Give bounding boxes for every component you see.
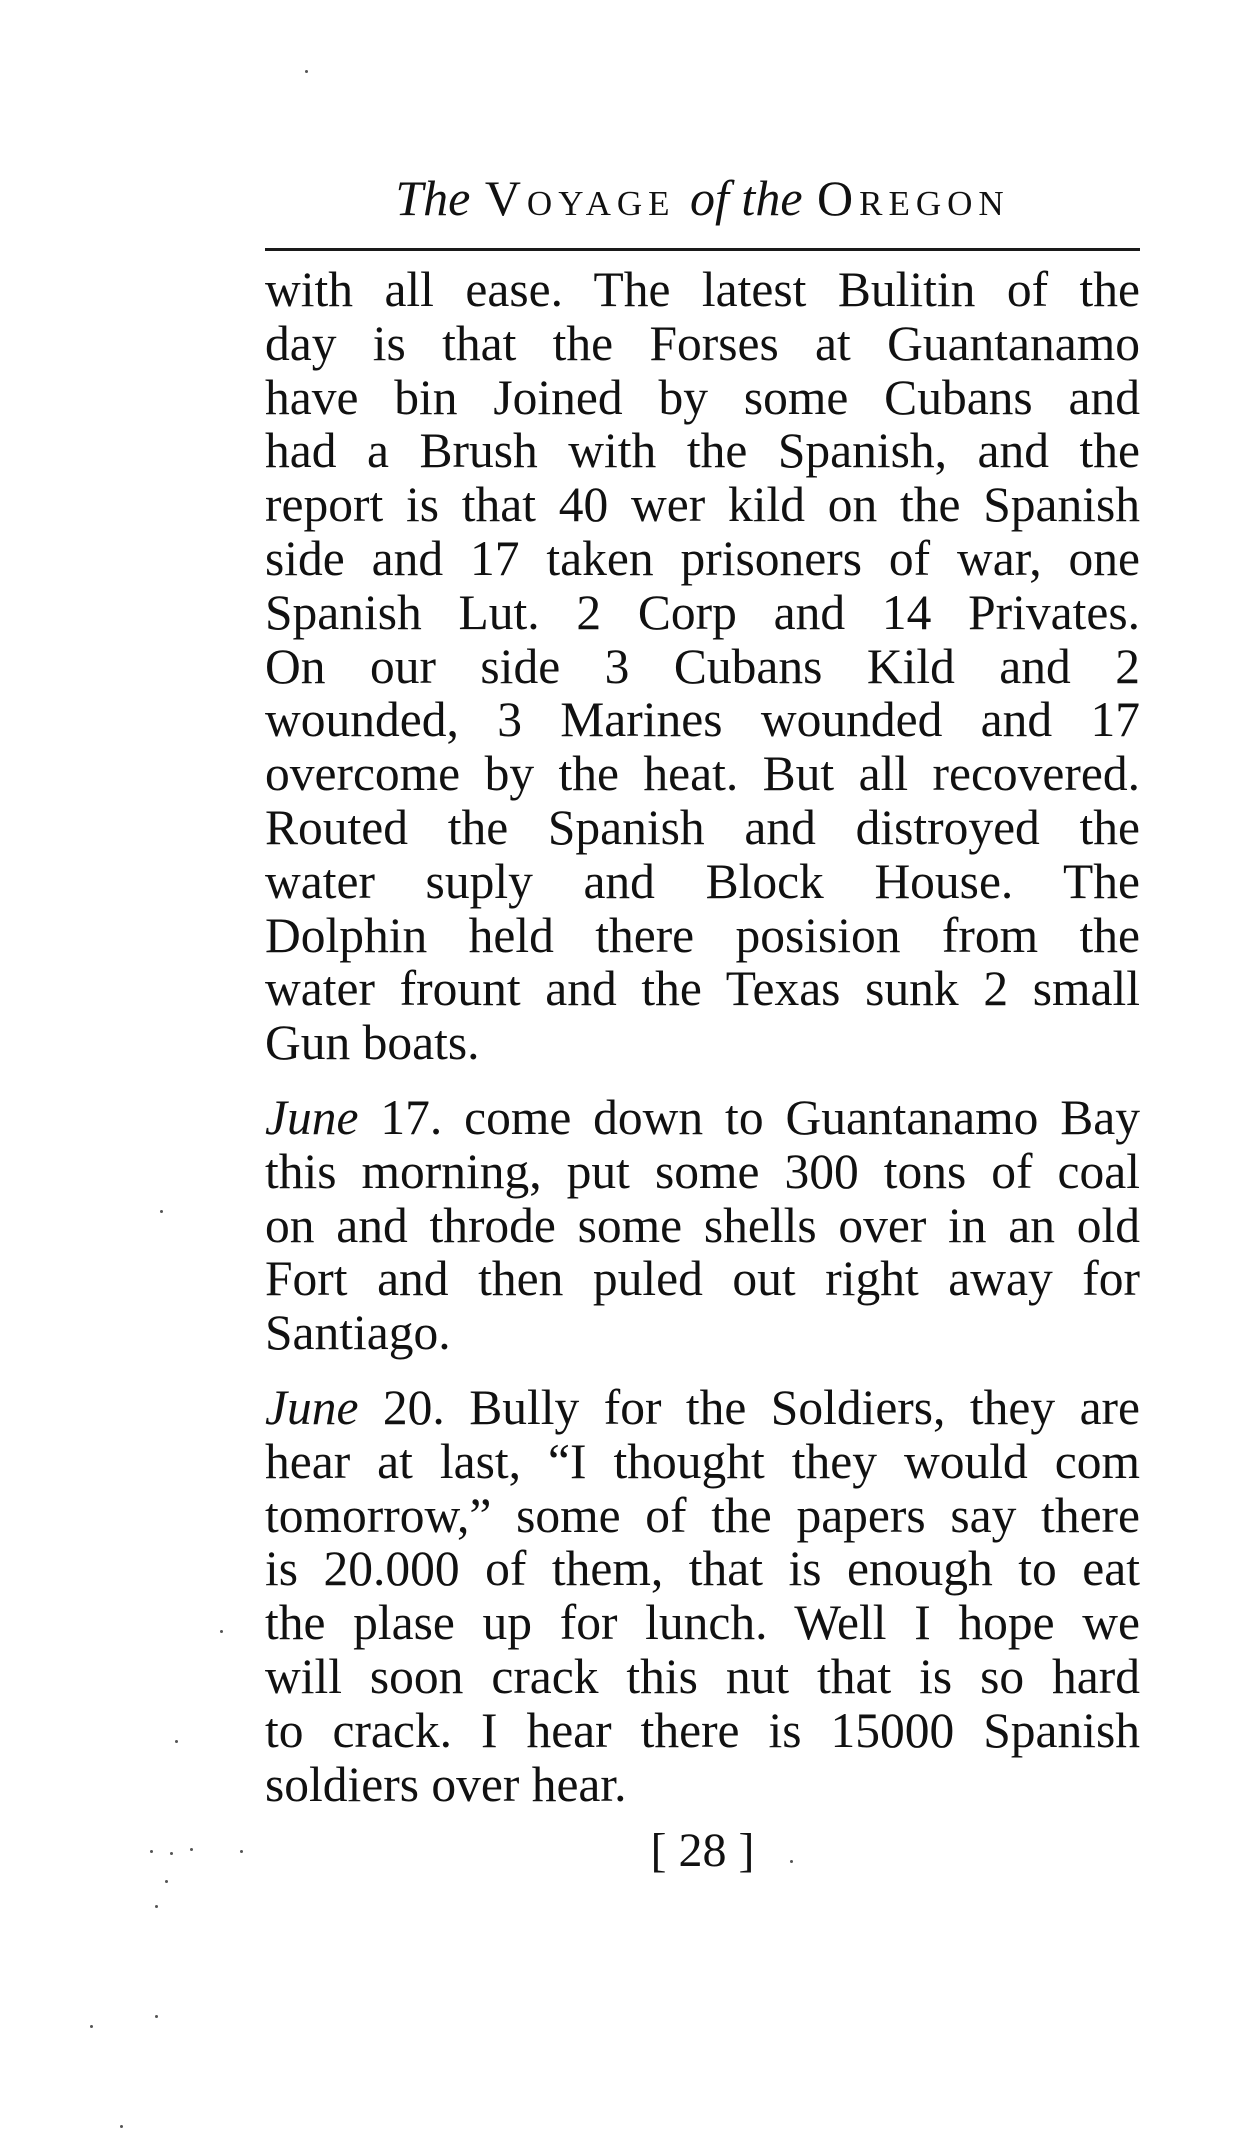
text-line: will soon crack this nut that is so hard	[265, 1648, 1140, 1704]
text-line: On our side 3 Cubans Kild and 2	[265, 638, 1140, 694]
text-line: Spanish Lut. 2 Corp and 14 Privates.	[265, 584, 1140, 640]
text-line: tomorrow,” some of the papers say there	[265, 1487, 1140, 1543]
text-line: overcome by the heat. But all recovered.	[265, 746, 1140, 802]
text-line: had a Brush with the Spanish, and the	[265, 423, 1140, 479]
scan-speck	[190, 1848, 193, 1851]
text-line: water suply and Block House. The	[265, 853, 1140, 909]
diary-entry-first-line	[265, 1091, 1140, 1145]
text-line: report is that 40 wer kild on the Spanish	[265, 477, 1140, 533]
scan-speck	[155, 1905, 158, 1908]
running-head-the: The	[395, 170, 471, 226]
paragraph-gap	[265, 1360, 1140, 1381]
scan-speck	[175, 1740, 178, 1743]
text-line: is 20.000 of them, that is enough to eat	[265, 1541, 1140, 1597]
scan-speck	[305, 70, 308, 73]
scan-speck	[160, 1210, 163, 1213]
text-line: Santiago.	[265, 1305, 451, 1361]
text-line: wounded, 3 Marines wounded and 17	[265, 692, 1140, 748]
page-body	[265, 263, 1140, 1811]
text-line: soldiers over hear.	[265, 1756, 627, 1812]
running-head-voyage: Voyage	[484, 170, 676, 226]
entry-date: June	[265, 1089, 359, 1145]
text-line: the plase up for lunch. Well I hope we	[265, 1595, 1140, 1651]
text-line: Dolphin held there posision from the	[265, 907, 1140, 963]
text-line: Routed the Spanish and distroyed the	[265, 799, 1140, 855]
scan-speck	[120, 2125, 123, 2128]
text-line: have bin Joined by some Cubans and	[265, 369, 1140, 425]
page-number: [ 28 ]	[650, 1824, 755, 1877]
entry-text: 20. Bully for the Soldiers, they are	[358, 1379, 1140, 1435]
text-line: day is that the Forses at Guantanamo	[265, 315, 1140, 371]
text-line: on and throde some shells over in an old	[265, 1197, 1140, 1253]
text-line: hear at last, “I thought they would com	[265, 1433, 1140, 1489]
text-line: Gun boats.	[265, 1015, 480, 1071]
paragraph-gap	[265, 1070, 1140, 1091]
scan-speck	[790, 1860, 793, 1863]
entry-date: June	[265, 1379, 359, 1435]
running-head	[265, 168, 1140, 228]
text-line: water frount and the Texas sunk 2 small	[265, 961, 1140, 1017]
scan-speck	[165, 1880, 168, 1883]
scan-speck	[90, 2025, 93, 2028]
scan-speck	[155, 2015, 158, 2018]
text-line: Fort and then puled out right away for	[265, 1251, 1140, 1307]
entry-text: 17. come down to Guantanamo Bay	[358, 1089, 1140, 1145]
scan-speck	[240, 1850, 243, 1853]
text-line: to crack. I hear there is 15000 Spanish	[265, 1702, 1140, 1758]
scan-speck	[150, 1850, 153, 1853]
scan-speck	[220, 1630, 223, 1633]
text-line: this morning, put some 300 tons of coal	[265, 1143, 1140, 1199]
running-head-of-the: of the	[690, 170, 803, 226]
header-rule	[265, 248, 1140, 251]
running-head-oregon: Oregon	[817, 170, 1010, 226]
scan-speck	[170, 1852, 173, 1855]
diary-entry-first-line	[265, 1381, 1140, 1435]
text-line: with all ease. The latest Bulitin of the	[265, 262, 1140, 317]
text-line: side and 17 taken prisoners of war, one	[265, 530, 1140, 586]
